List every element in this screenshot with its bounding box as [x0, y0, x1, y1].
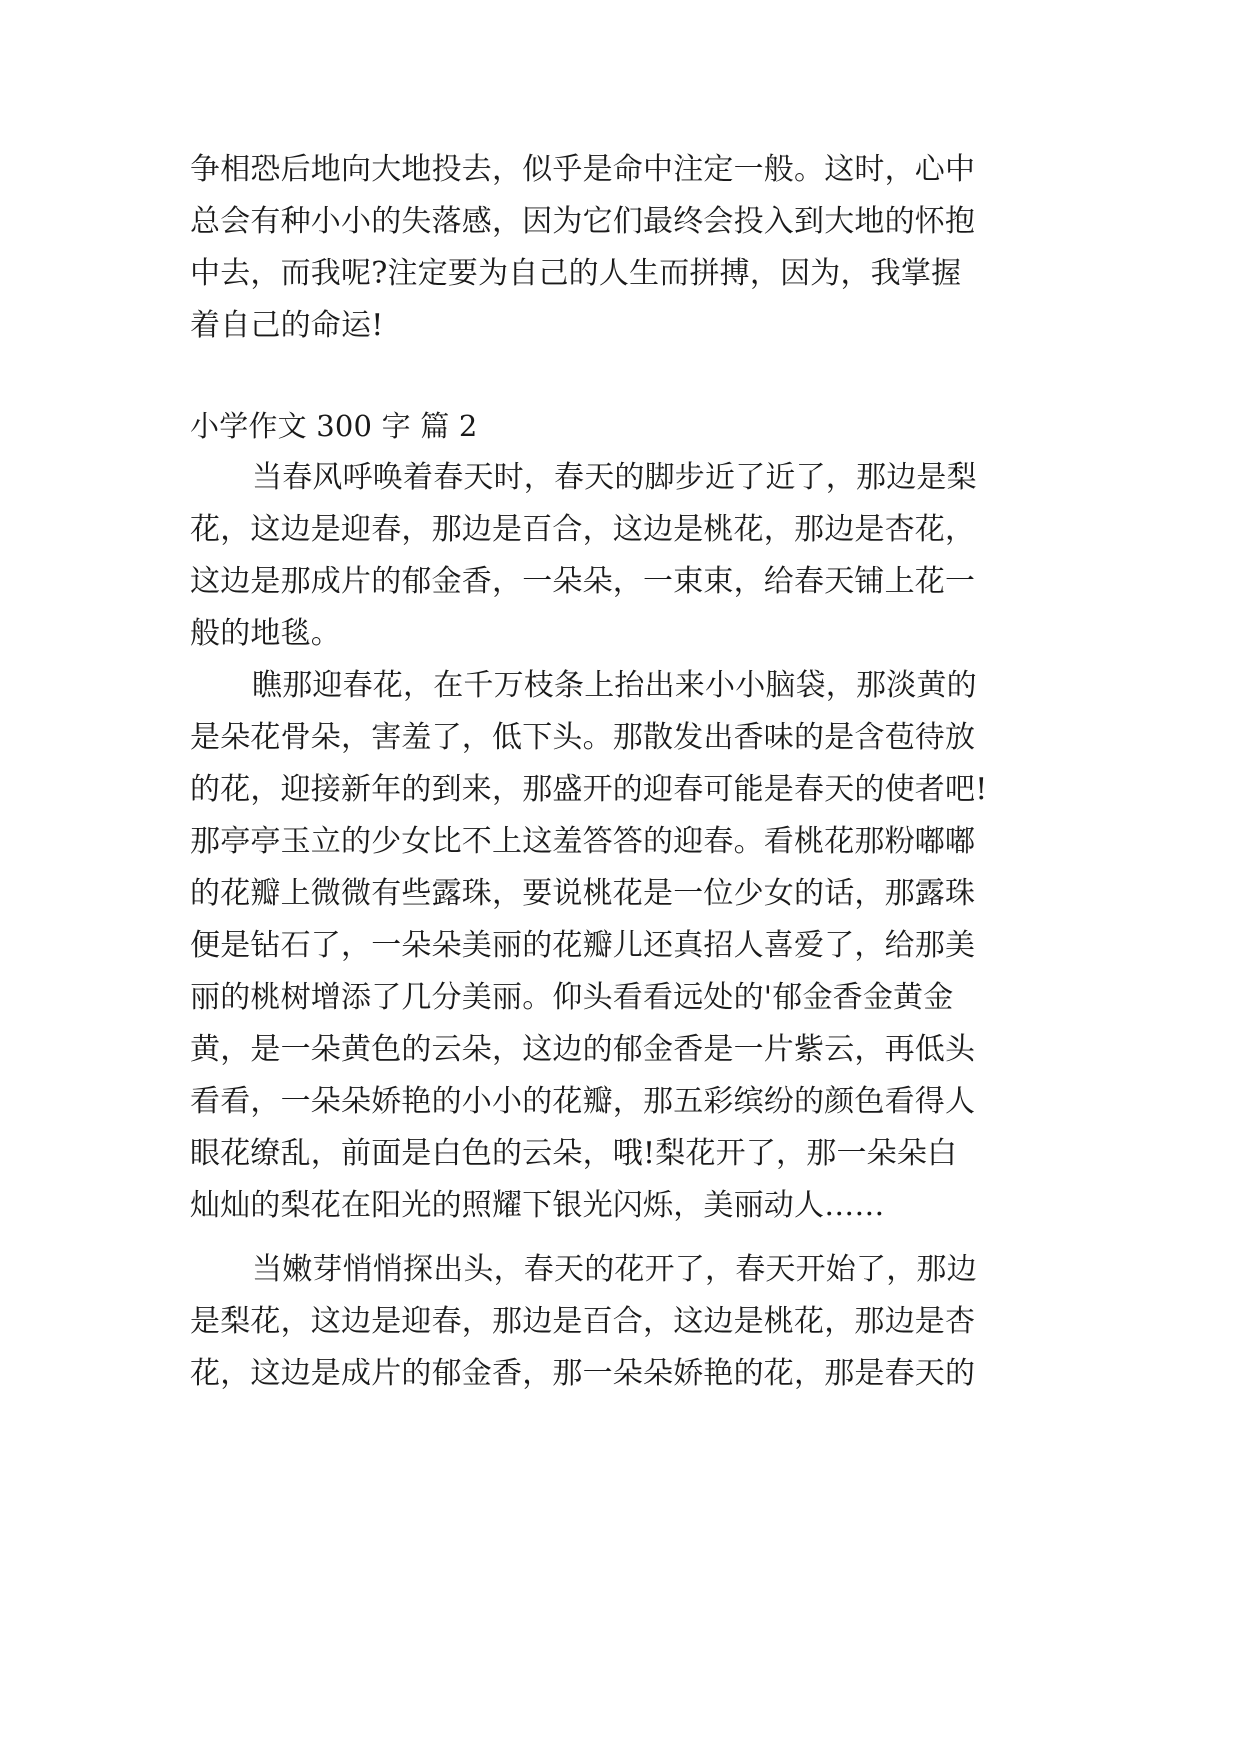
text-line: 灿灿的梨花在阳光的照耀下银光闪烁，美丽动人……: [190, 1188, 885, 1223]
section-heading: 小学作文 300 字 篇 2: [190, 409, 478, 443]
text-line: 总会有种小小的失落感，因为它们最终会投入到大地的怀抱: [190, 204, 976, 239]
text-line: 着自己的命运!: [190, 308, 384, 343]
text-line: 眼花缭乱，前面是白色的云朵，哦!梨花开了，那一朵朵白: [190, 1136, 958, 1171]
text-line: 是朵花骨朵，害羞了，低下头。那散发出香味的是含苞待放: [190, 720, 976, 755]
text-line: 的花，迎接新年的到来，那盛开的迎春可能是春天的使者吧!: [190, 772, 988, 807]
text-line: 丽的桃树增添了几分美丽。仰头看看远处的'郁金香金黄金: [190, 980, 954, 1015]
text-line: 是梨花，这边是迎春，那边是百合，这边是桃花，那边是杏: [190, 1304, 976, 1339]
text-line: 般的地毯。: [190, 616, 341, 651]
text-line: 瞧那迎春花，在千万枝条上抬出来小小脑袋，那淡黄的: [252, 668, 977, 703]
text-line: 这边是那成片的郁金香，一朵朵，一束束，给春天铺上花一: [190, 564, 976, 599]
text-line: 当嫩芽悄悄探出头，春天的花开了，春天开始了，那边: [252, 1252, 977, 1287]
text-line: 看看，一朵朵娇艳的小小的花瓣，那五彩缤纷的颜色看得人: [190, 1084, 976, 1119]
text-line: 的花瓣上微微有些露珠，要说桃花是一位少女的话，那露珠: [190, 876, 976, 911]
text-line: 那亭亭玉立的少女比不上这羞答答的迎春。看桃花那粉嘟嘟: [190, 824, 976, 859]
text-line: 便是钻石了，一朵朵美丽的花瓣儿还真招人喜爱了，给那美: [190, 928, 976, 963]
text-line: 当春风呼唤着春天时，春天的脚步近了近了，那边是梨: [252, 460, 977, 495]
text-line: 中去，而我呢?注定要为自己的人生而拼搏，因为，我掌握: [190, 256, 962, 291]
text-line: 花，这边是成片的郁金香，那一朵朵娇艳的花，那是春天的: [190, 1356, 976, 1391]
text-line: 争相恐后地向大地投去，似乎是命中注定一般。这时，心中: [190, 152, 976, 187]
text-line: 黄，是一朵黄色的云朵，这边的郁金香是一片紫云，再低头: [190, 1032, 976, 1067]
text-line: 花，这边是迎春，那边是百合，这边是桃花，那边是杏花，: [190, 512, 976, 547]
